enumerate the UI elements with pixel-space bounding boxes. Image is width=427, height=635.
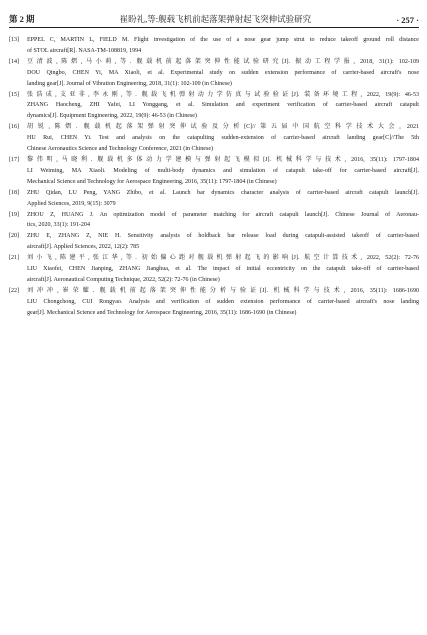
reference-entry [9, 90, 419, 123]
reference-line: 黎伟明,马晓利. 舰载机多体动力学建模与弹射起飞模拟[J]. 机械科学与技术, 2016, 35(11): 1797-1804 [27, 156, 419, 163]
reference-entry [9, 122, 419, 155]
reference-number: [14] [9, 58, 20, 65]
issue-number: 第 2 期 [9, 14, 35, 24]
reference-line: aircraft[J]. Applied Sciences, 2022, 12(2): 785 [27, 244, 140, 251]
reference-line: ZHANG Haocheng, ZHI Yafei, LI Yonggang, et al. Simulation and experiment verification of carrier-based aircraft catapult [27, 102, 419, 109]
reference-line: ZHOU Z, HUANG J. An optimization model of parameter matching for aircraft catapult launch[J]. Chinese Journal of Aeronau- [27, 211, 419, 218]
reference-entry [9, 155, 419, 188]
reference-line: 刘小飞,陈建平,张江华,等. 初始偏心距对舰载机弹射起飞的影响[J]. 航空计算技术, 2022, 52(2): 72-76 [27, 255, 419, 262]
page-number: · 257 · [396, 15, 419, 25]
running-title: 崔盼礼,等:舰载飞机前起落架弹射起飞突伸试验研究 [119, 14, 312, 24]
reference-number: [21] [9, 255, 20, 262]
reference-line: dynamics[J]. Equipment Engineering, 2022, 19(9): 46-53 (in Chinese) [27, 113, 197, 120]
reference-line: 胡锐,陈熠. 舰载机起落架弹射突伸试验及分析[C]//第五届中国航空科学技术大会, 2021 [27, 124, 419, 131]
reference-number: [18] [9, 189, 20, 196]
reference-line: LIU Xiaofei, CHEN Jianping, ZHANG Jianghua, et al. The impact of initial eccentricity on the catapult take-off of carrier-based [27, 266, 419, 273]
reference-entry [9, 188, 419, 210]
reference-number: [17] [9, 156, 20, 163]
reference-line: of STOL aircraft[R]. NASA-TM-108819, 1994 [27, 47, 142, 54]
reference-line: Chinese Aeronautics Science and Technology Conference, 2021 (in Chinese) [27, 146, 214, 153]
reference-line: 张浩成,支亚非,李永刚,等. 舰载飞机弹射动力学仿真与试验验证[J]. 装备环境工程, 2022, 19(9): 46-53 [27, 91, 419, 98]
reference-line: HU Rui, CHEN Yi. Test and analysis on the catapulting sudden-extension of carrier-based aircraft landing gear[C]//The 5th [27, 135, 419, 142]
reference-number: [15] [9, 91, 20, 98]
reference-number: [16] [9, 124, 20, 131]
reference-line: DOU Qingbo, CHEN Yi, MA Xiaoli, et al. Experimental study on sudden extension performance of carrier-based aircraft's nose [27, 69, 419, 76]
reference-number: [19] [9, 211, 20, 218]
reference-number: [22] [9, 287, 20, 294]
reference-entry [9, 57, 419, 90]
reference-entry [9, 35, 419, 57]
reference-line: Applied Sciences, 2019, 9(15): 3079 [27, 200, 116, 207]
reference-line: gear[J]. Mechanical Science and Technology for Aerospace Engineering, 2016, 35(11): 1686-1690 (in Chinese) [27, 309, 297, 316]
reference-line: tics, 2020, 33(1): 191-204 [27, 222, 90, 229]
reference-line: landing gear[J]. Journal of Vibration Engineering, 2018, 31(1): 102-109 (in Chinese) [27, 80, 232, 87]
reference-line: 刘冲冲,崔荣耀. 舰载机前起落架突伸性能分析与验证[J]. 机械科学与技术, 2016, 35(11): 1686-1690 [27, 287, 419, 294]
reference-line: Mechanical Science and Technology for Aerospace Engineering, 2016, 35(11): 1797-1804 (in Chinese) [27, 178, 277, 185]
reference-number: [20] [9, 233, 20, 240]
reference-entry [9, 210, 419, 232]
reference-line: ZHU Qidan, LU Peng, YANG Zhibo, et al. Launch bar dynamics character analysis of carrier-based aircraft catapult launch[J]. [27, 189, 419, 196]
reference-entry [9, 253, 419, 286]
reference-entry [9, 286, 419, 319]
reference-number: [13] [9, 37, 20, 43]
reference-line: 豆清波,陈熠,马小莉,等. 舰载机前起落架突伸性能试验研究[J]. 振动工程学报, 2018, 31(1): 102-109 [27, 58, 419, 65]
reference-line: ZHU E, ZHANG Z, NIE H. Sensitivity analysis of holdback bar release load during catapult-assisted takeoff of carrier-based [27, 233, 419, 240]
reference-line: LIU Chongchong, CUI Rongyao. Analysis and verification of sudden extension performance of carrier-based aircraft's nose landing [27, 298, 419, 305]
running-header [9, 6, 419, 28]
reference-list [9, 35, 419, 319]
reference-line: aircraft[J]. Aeronautical Computing Technique, 2022, 52(2): 72-76 (in Chinese) [27, 276, 220, 283]
reference-line: EPPEL C, MARTIN L, FIELD M. Flight investigation of the use of a nose gear jump strut to reduce takeoff ground roll distance [27, 37, 419, 43]
page [0, 6, 427, 635]
reference-line: LI Weiming, MA Xiaoli. Modeling of multi-body dynamics and simulation of catapult take-off for carrier-based aircraft[J]. [27, 167, 419, 174]
reference-entry [9, 231, 419, 253]
